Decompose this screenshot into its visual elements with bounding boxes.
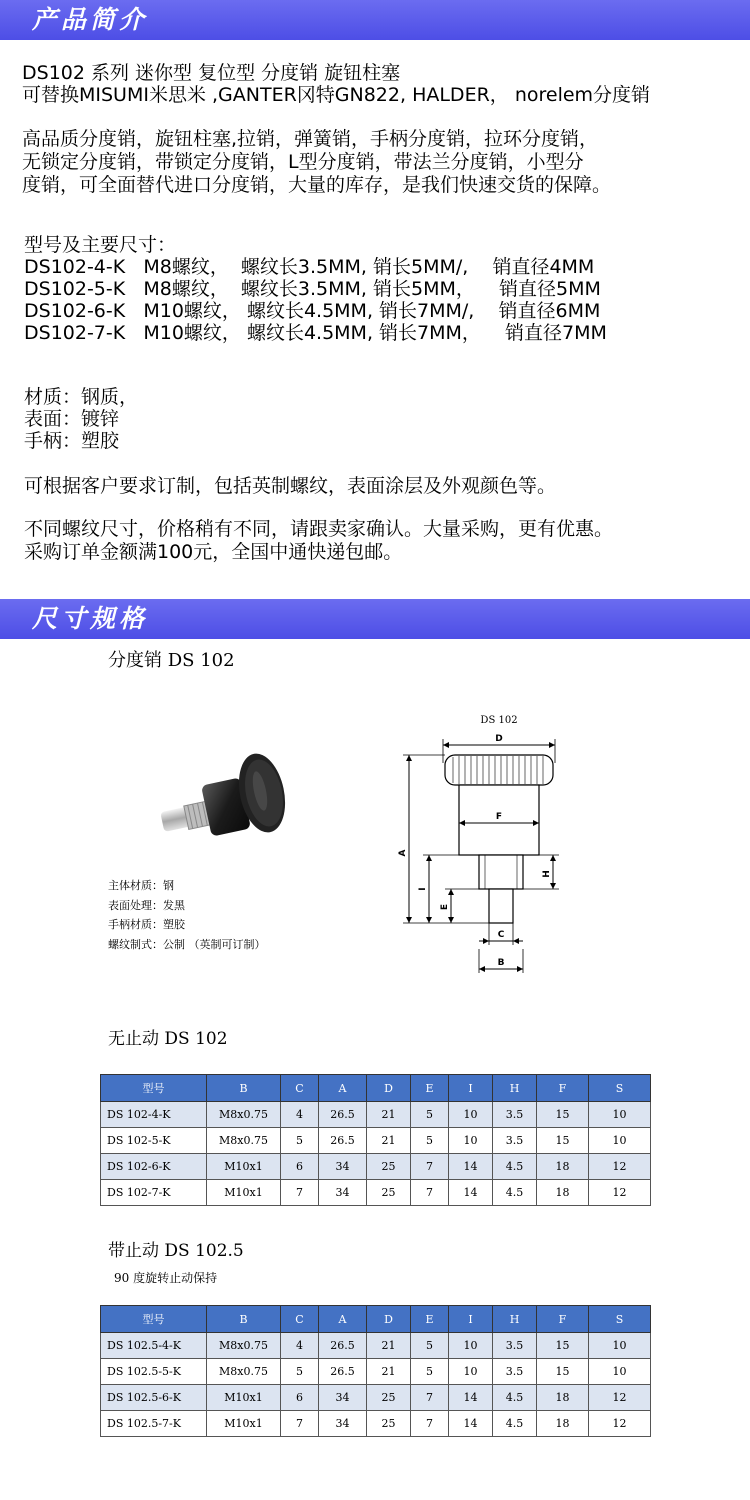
table-header-row: [101, 1075, 651, 1102]
intro-line: 可替换MISUMI米思米 ,GANTER冈特GN822, HALDER， norelem分度销: [22, 84, 651, 106]
table-cell: 3.5: [493, 1102, 537, 1128]
table-cell: 3.5: [493, 1128, 537, 1154]
attribute-line: 螺纹制式：公制 （英制可订制）: [108, 937, 266, 951]
table-cell: 10: [589, 1128, 651, 1154]
table-cell: 25: [367, 1154, 411, 1180]
table-cell: 15: [537, 1128, 589, 1154]
spec-table-no-stop: [100, 1074, 651, 1206]
table-cell: 21: [367, 1102, 411, 1128]
table1-title: 无止动 DS 102: [108, 1029, 228, 1049]
header-cell: B: [207, 1306, 281, 1333]
header-cell: E: [411, 1306, 449, 1333]
dim-label-c: C: [497, 930, 505, 940]
header-cell: F: [537, 1306, 589, 1333]
table-cell: 7: [411, 1180, 449, 1206]
table-cell: 4.5: [493, 1154, 537, 1180]
purchase-notes: [24, 518, 613, 564]
table-cell: 18: [537, 1154, 589, 1180]
header-cell: A: [319, 1306, 367, 1333]
dim-label-i: I: [418, 887, 428, 891]
spec-table-with-stop: [100, 1305, 651, 1437]
header-cell: 型号: [101, 1306, 207, 1333]
header-cell: C: [281, 1306, 319, 1333]
table-cell: 14: [449, 1180, 493, 1206]
intro-title: [22, 62, 650, 106]
material-line: 材质：钢质，: [24, 386, 139, 408]
table-row: [101, 1180, 651, 1206]
table-cell: 21: [367, 1128, 411, 1154]
header-cell: A: [319, 1075, 367, 1102]
intro-line: DS102 系列 迷你型 复位型 分度销 旋钮柱塞: [22, 62, 401, 84]
note-line: 不同螺纹尺寸，价格稍有不同，请跟卖家确认。大量采购，更有优惠。: [24, 518, 614, 540]
table-cell: 14: [449, 1154, 493, 1180]
product-photo: [150, 745, 290, 845]
table-cell: M8x0.75: [207, 1333, 281, 1359]
table-cell: 3.5: [493, 1359, 537, 1385]
header-cell: E: [411, 1075, 449, 1102]
table-cell: 5: [281, 1128, 319, 1154]
table-cell: 34: [319, 1154, 367, 1180]
header-cell: D: [367, 1306, 411, 1333]
table-cell: 5: [411, 1102, 449, 1128]
note-line: 采购订单金额满100元，全国中通快递包邮。: [24, 541, 403, 563]
table-cell: M8x0.75: [207, 1128, 281, 1154]
table-cell: 15: [537, 1359, 589, 1385]
table-cell: 21: [367, 1333, 411, 1359]
table-cell: 14: [449, 1385, 493, 1411]
header-cell: H: [493, 1075, 537, 1102]
table2-title: 带止动 DS 102.5: [108, 1241, 244, 1261]
table-cell: 4.5: [493, 1180, 537, 1206]
dim-label-f: F: [495, 812, 503, 822]
header-cell: D: [367, 1075, 411, 1102]
table-cell: 12: [589, 1385, 651, 1411]
models-title: 型号及主要尺寸：: [24, 234, 177, 256]
header-cell: H: [493, 1306, 537, 1333]
table-cell: 3.5: [493, 1333, 537, 1359]
model-line: DS102-4-K M8螺纹， 螺纹长3.5MM, 销长5MM/, 销直径4MM: [24, 256, 595, 278]
table-row: [101, 1128, 651, 1154]
dim-label-d: D: [495, 734, 503, 744]
table-cell: 15: [537, 1333, 589, 1359]
table-cell: DS 102.5-6-K: [101, 1385, 207, 1411]
table-cell: 7: [411, 1385, 449, 1411]
dim-label-b: B: [497, 958, 505, 968]
table-cell: DS 102.5-7-K: [101, 1411, 207, 1437]
table-cell: 4: [281, 1102, 319, 1128]
table-cell: 7: [281, 1411, 319, 1437]
spec-banner: [0, 599, 750, 639]
attribute-line: 主体材质：钢: [108, 879, 174, 892]
header-cell: I: [449, 1075, 493, 1102]
model-line: DS102-6-K M10螺纹， 螺纹长4.5MM, 销长7MM/, 销直径6MM: [24, 300, 601, 322]
materials-block: [24, 386, 138, 452]
table-cell: 12: [589, 1411, 651, 1437]
intro-description: [22, 128, 611, 197]
table-cell: 10: [589, 1359, 651, 1385]
table-cell: 5: [411, 1359, 449, 1385]
attribute-line: 表面处理：发黑: [108, 898, 185, 912]
table-cell: 5: [411, 1333, 449, 1359]
table-cell: 6: [281, 1385, 319, 1411]
table-cell: M10x1: [207, 1180, 281, 1206]
table-cell: 18: [537, 1411, 589, 1437]
table-cell: 12: [589, 1154, 651, 1180]
table-cell: 25: [367, 1411, 411, 1437]
table-cell: 5: [281, 1359, 319, 1385]
table-cell: 26.5: [319, 1102, 367, 1128]
table-cell: 34: [319, 1411, 367, 1437]
material-line: 手柄：塑胶: [24, 430, 120, 452]
table-cell: M10x1: [207, 1411, 281, 1437]
table-cell: 7: [411, 1154, 449, 1180]
table-row: [101, 1359, 651, 1385]
table-cell: 5: [411, 1128, 449, 1154]
table-cell: 34: [319, 1385, 367, 1411]
table-cell: 21: [367, 1359, 411, 1385]
table2-note: 90 度旋转止动保持: [114, 1271, 218, 1285]
model-line: DS102-7-K M10螺纹， 螺纹长4.5MM, 销长7MM， 销直径7MM: [24, 322, 607, 344]
table-cell: 12: [589, 1180, 651, 1206]
table-cell: 6: [281, 1154, 319, 1180]
table-cell: 14: [449, 1411, 493, 1437]
attributes-list: [108, 876, 266, 954]
header-cell: B: [207, 1075, 281, 1102]
table-cell: 7: [411, 1411, 449, 1437]
table-cell: 4.5: [493, 1411, 537, 1437]
attribute-line: 手柄材质：塑胶: [108, 918, 185, 931]
header-cell: S: [589, 1075, 651, 1102]
table-cell: 10: [449, 1128, 493, 1154]
table-cell: M8x0.75: [207, 1359, 281, 1385]
intro-banner: [0, 0, 750, 40]
table-row: [101, 1154, 651, 1180]
table-cell: 10: [449, 1102, 493, 1128]
technical-drawing: [395, 705, 575, 975]
table-cell: 10: [589, 1102, 651, 1128]
table-cell: 34: [319, 1180, 367, 1206]
table-row: [101, 1333, 651, 1359]
table-cell: 25: [367, 1180, 411, 1206]
desc-line: 高品质分度销，旋钮柱塞,拉销，弹簧销，手柄分度销，拉环分度销，: [22, 128, 599, 150]
table-cell: 26.5: [319, 1359, 367, 1385]
model-line: DS102-5-K M8螺纹， 螺纹长3.5MM, 销长5MM， 销直径5MM: [24, 278, 601, 300]
header-cell: I: [449, 1306, 493, 1333]
table-cell: M10x1: [207, 1385, 281, 1411]
table-cell: DS 102.5-4-K: [101, 1333, 207, 1359]
table-cell: DS 102-6-K: [101, 1154, 207, 1180]
table-cell: M10x1: [207, 1154, 281, 1180]
table-cell: 26.5: [319, 1128, 367, 1154]
table-cell: DS 102-4-K: [101, 1102, 207, 1128]
table-cell: 25: [367, 1385, 411, 1411]
table-cell: 18: [537, 1180, 589, 1206]
dim-label-h: H: [542, 870, 552, 878]
dim-label-a: A: [398, 849, 408, 857]
header-cell: F: [537, 1075, 589, 1102]
table-row: [101, 1102, 651, 1128]
spec-banner-title: 尺寸规格: [32, 604, 149, 633]
header-cell: C: [281, 1075, 319, 1102]
table-cell: DS 102-7-K: [101, 1180, 207, 1206]
table-cell: 15: [537, 1102, 589, 1128]
models-block: [24, 234, 607, 344]
product-title: 分度销 DS 102: [108, 650, 235, 671]
table-cell: M8x0.75: [207, 1102, 281, 1128]
table-cell: 4: [281, 1333, 319, 1359]
table-row: [101, 1411, 651, 1437]
table-cell: DS 102-5-K: [101, 1128, 207, 1154]
table-cell: 18: [537, 1385, 589, 1411]
table-cell: 4.5: [493, 1385, 537, 1411]
custom-note: 可根据客户要求订制，包括英制螺纹，表面涂层及外观颜色等。: [24, 475, 557, 497]
table-cell: 7: [281, 1180, 319, 1206]
table-cell: DS 102.5-5-K: [101, 1359, 207, 1385]
table-row: [101, 1385, 651, 1411]
desc-line: 度销，可全面替代进口分度销，大量的库存，是我们快速交货的保障。: [22, 174, 612, 196]
table-cell: 10: [589, 1333, 651, 1359]
desc-line: 无锁定分度销，带锁定分度销，L型分度销，带法兰分度销，小型分: [22, 151, 584, 173]
header-cell: 型号: [101, 1075, 207, 1102]
drawing-title: DS 102: [480, 715, 518, 726]
table-cell: 26.5: [319, 1333, 367, 1359]
material-line: 表面：镀锌: [24, 408, 120, 430]
table-cell: 10: [449, 1359, 493, 1385]
intro-banner-title: 产品简介: [32, 5, 149, 34]
dim-label-e: E: [440, 903, 450, 911]
header-cell: S: [589, 1306, 651, 1333]
table-cell: 10: [449, 1333, 493, 1359]
table-header-row: [101, 1306, 651, 1333]
